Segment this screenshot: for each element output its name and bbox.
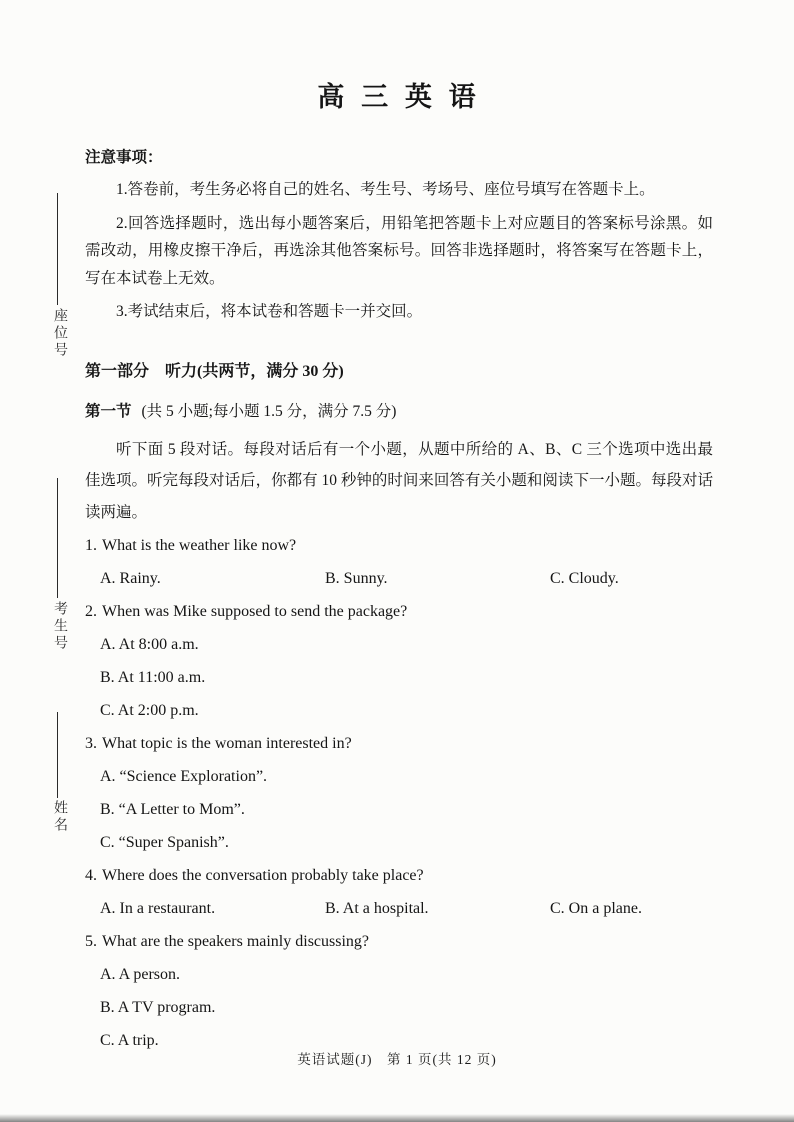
question-list bbox=[85, 529, 713, 1057]
question-1 bbox=[85, 529, 713, 595]
seat-number-label: 座位号 bbox=[52, 308, 67, 359]
question-text: 5. What are the speakers mainly discussing? bbox=[85, 933, 370, 950]
option-a: A. “Science Exploration”. bbox=[100, 768, 268, 785]
examinee-number-write-line bbox=[57, 478, 58, 598]
option-a: A. At 8:00 a.m. bbox=[100, 636, 199, 653]
question-3 bbox=[85, 727, 713, 859]
option-b: B. “A Letter to Mom”. bbox=[100, 801, 245, 818]
question-5 bbox=[85, 925, 713, 1057]
notice-item-1: 1.答卷前，考生务必将自己的姓名、考生号、考场号、座位号填写在答题卡上。 bbox=[116, 181, 655, 198]
question-2 bbox=[85, 595, 713, 727]
option-c: C. On a plane. bbox=[550, 900, 642, 917]
question-4-options bbox=[100, 892, 713, 925]
option-c: C. A trip. bbox=[100, 1032, 159, 1049]
option-a: A. Rainy. bbox=[100, 570, 161, 587]
option-c: C. “Super Spanish”. bbox=[100, 834, 229, 851]
section1-detail: (共 5 小题;每小题 1.5 分，满分 7.5 分) bbox=[141, 402, 397, 420]
option-b: B. A TV program. bbox=[100, 999, 216, 1016]
notice-item-3: 3.考试结束后，将本试卷和答题卡一并交回。 bbox=[116, 303, 423, 320]
name-write-line bbox=[57, 712, 58, 798]
page-title: 高 三 英 语 bbox=[317, 82, 481, 112]
question-number: 4. bbox=[85, 867, 97, 884]
question-number: 5. bbox=[85, 933, 97, 950]
question-text: 2. When was Mike supposed to send the package? bbox=[85, 603, 408, 620]
question-number: 2. bbox=[85, 603, 97, 620]
notice-heading: 注意事项： bbox=[85, 149, 163, 166]
name-label: 姓名 bbox=[52, 800, 67, 834]
option-b: B. Sunny. bbox=[325, 570, 388, 587]
option-b: B. At 11:00 a.m. bbox=[100, 669, 206, 686]
part1-heading: 第一部分 听力(共两节，满分 30 分) bbox=[85, 362, 344, 380]
option-a: A. A person. bbox=[100, 966, 180, 983]
listening-instructions: 听下面 5 段对话。每段对话后有一个小题，从题中所给的 A、B、C 三个选项中选出最佳选项。听完每段对话后，你都有 10 秒钟的时间来回答有关小题和阅读下一小题。每段对话读两遍。 bbox=[85, 440, 713, 521]
option-c: C. At 2:00 p.m. bbox=[100, 702, 199, 719]
exam-content bbox=[85, 80, 713, 1057]
question-number: 3. bbox=[85, 735, 97, 752]
option-a: A. In a restaurant. bbox=[100, 900, 216, 917]
question-text: 3. What topic is the woman interested in? bbox=[85, 735, 352, 752]
question-number: 1. bbox=[85, 537, 97, 554]
question-text: 1. What is the weather like now? bbox=[85, 537, 297, 554]
section1-label: 第一节 bbox=[85, 402, 132, 420]
option-c: C. Cloudy. bbox=[550, 570, 619, 587]
examinee-number-label: 考生号 bbox=[52, 601, 67, 652]
question-text: 4. Where does the conversation probably take place? bbox=[85, 867, 424, 884]
seat-number-write-line bbox=[57, 193, 58, 305]
question-1-options bbox=[100, 562, 713, 595]
notice-item-2: 2.回答选择题时，选出每小题答案后，用铅笔把答题卡上对应题目的答案标号涂黑。如需改动，用橡皮擦干净后，再选涂其他答案标号。回答非选择题时，将答案写在答题卡上，写在本试卷上无效。 bbox=[85, 214, 713, 287]
option-b: B. At a hospital. bbox=[325, 900, 429, 917]
section1-heading bbox=[85, 400, 713, 424]
question-4 bbox=[85, 859, 713, 925]
page-footer: 英语试题(J) 第 1 页(共 12 页) bbox=[297, 1052, 497, 1067]
scan-edge bbox=[0, 1114, 794, 1122]
